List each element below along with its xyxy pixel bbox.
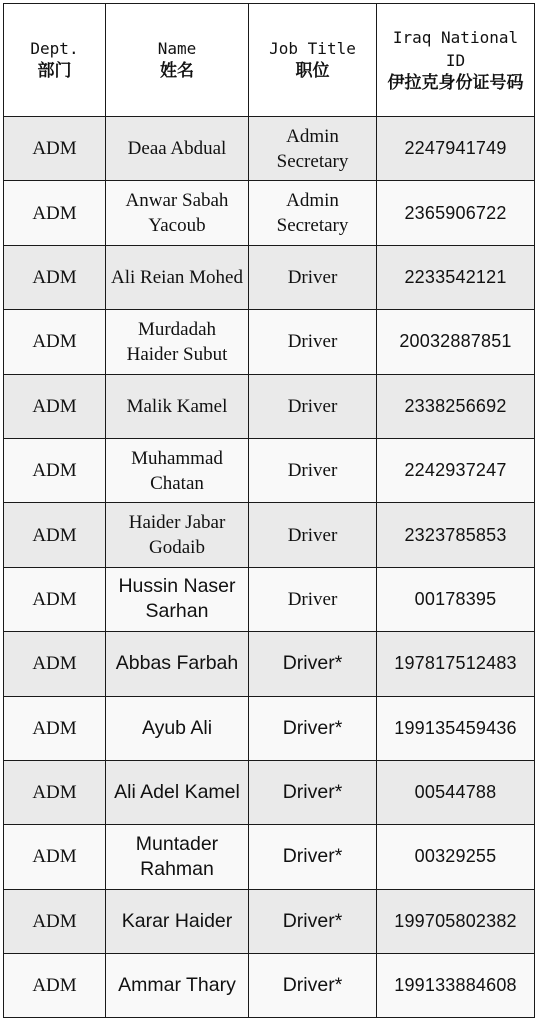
national-id-cell: 2233542121 (377, 245, 535, 309)
job-title-cell: Driver* (249, 632, 377, 696)
dept-cell: ADM (4, 181, 106, 245)
national-id-cell: 2365906722 (377, 181, 535, 245)
name-cell: Ayub Ali (106, 696, 249, 760)
dept-cell: ADM (4, 954, 106, 1018)
header-national-id-zh: 伊拉克身份证号码 (387, 72, 524, 93)
name-cell: Muhammad Chatan (106, 438, 249, 502)
dept-cell: ADM (4, 438, 106, 502)
name-cell: Malik Kamel (106, 374, 249, 438)
national-id-cell: 2323785853 (377, 503, 535, 567)
name-cell: Deaa Abdual (106, 117, 249, 181)
job-title-cell: Driver* (249, 889, 377, 953)
name-cell: Karar Haider (106, 889, 249, 953)
dept-cell: ADM (4, 825, 106, 889)
table-row (4, 954, 535, 1018)
national-id-cell: 199135459436 (377, 696, 535, 760)
dept-cell: ADM (4, 760, 106, 824)
name-cell: Ali Reian Mohed (106, 245, 249, 309)
national-id-cell: 00544788 (377, 760, 535, 824)
dept-cell: ADM (4, 245, 106, 309)
name-cell: Ammar Thary (106, 954, 249, 1018)
table-row (4, 825, 535, 889)
header-national-id-en: Iraq National ID (392, 27, 519, 70)
table-row (4, 117, 535, 181)
name-cell: Muntader Rahman (106, 825, 249, 889)
table-row (4, 567, 535, 631)
dept-cell: ADM (4, 632, 106, 696)
dept-cell: ADM (4, 503, 106, 567)
name-cell: Ali Adel Kamel (106, 760, 249, 824)
dept-cell: ADM (4, 567, 106, 631)
table-body (4, 117, 535, 1018)
header-national-id (377, 4, 535, 117)
job-title-cell: Driver* (249, 760, 377, 824)
header-name (106, 4, 249, 117)
table-row (4, 760, 535, 824)
national-id-cell: 00329255 (377, 825, 535, 889)
header-dept (4, 4, 106, 117)
table-row (4, 696, 535, 760)
job-title-cell: Driver (249, 374, 377, 438)
table-row (4, 374, 535, 438)
job-title-cell: Driver* (249, 825, 377, 889)
table-row (4, 503, 535, 567)
header-job-title (249, 4, 377, 117)
job-title-cell: Driver (249, 245, 377, 309)
national-id-cell: 20032887851 (377, 310, 535, 374)
header-row (4, 4, 535, 117)
national-id-cell: 199705802382 (377, 889, 535, 953)
header-dept-en: Dept. (30, 39, 79, 58)
header-name-zh: 姓名 (160, 61, 194, 81)
dept-cell: ADM (4, 117, 106, 181)
job-title-cell: Driver (249, 503, 377, 567)
dept-cell: ADM (4, 696, 106, 760)
national-id-cell: 199133884608 (377, 954, 535, 1018)
table-row (4, 438, 535, 502)
table-row (4, 181, 535, 245)
header-job-title-zh: 职位 (295, 61, 330, 81)
table-row (4, 245, 535, 309)
table-row (4, 889, 535, 953)
national-id-cell: 197817512483 (377, 632, 535, 696)
header-job-title-en: Job Title (269, 39, 356, 58)
name-cell: Hussin Naser Sarhan (106, 567, 249, 631)
job-title-cell: Driver (249, 438, 377, 502)
header-name-en: Name (157, 39, 197, 58)
national-id-cell: 2247941749 (377, 117, 535, 181)
table-row (4, 632, 535, 696)
name-cell: Abbas Farbah (106, 632, 249, 696)
staff-table (3, 3, 535, 1018)
national-id-cell: 2338256692 (377, 374, 535, 438)
header-dept-zh: 部门 (37, 61, 72, 81)
dept-cell: ADM (4, 889, 106, 953)
table-row (4, 310, 535, 374)
national-id-cell: 2242937247 (377, 438, 535, 502)
name-cell: Murdadah Haider Subut (106, 310, 249, 374)
dept-cell: ADM (4, 310, 106, 374)
job-title-cell: Admin Secretary (249, 117, 377, 181)
job-title-cell: Driver (249, 310, 377, 374)
national-id-cell: 00178395 (377, 567, 535, 631)
name-cell: Haider Jabar Godaib (106, 503, 249, 567)
job-title-cell: Driver* (249, 954, 377, 1018)
page-bottom-edge (0, 1018, 539, 1024)
table-header (4, 4, 535, 117)
job-title-cell: Admin Secretary (249, 181, 377, 245)
job-title-cell: Driver (249, 567, 377, 631)
name-cell: Anwar Sabah Yacoub (106, 181, 249, 245)
dept-cell: ADM (4, 374, 106, 438)
job-title-cell: Driver* (249, 696, 377, 760)
